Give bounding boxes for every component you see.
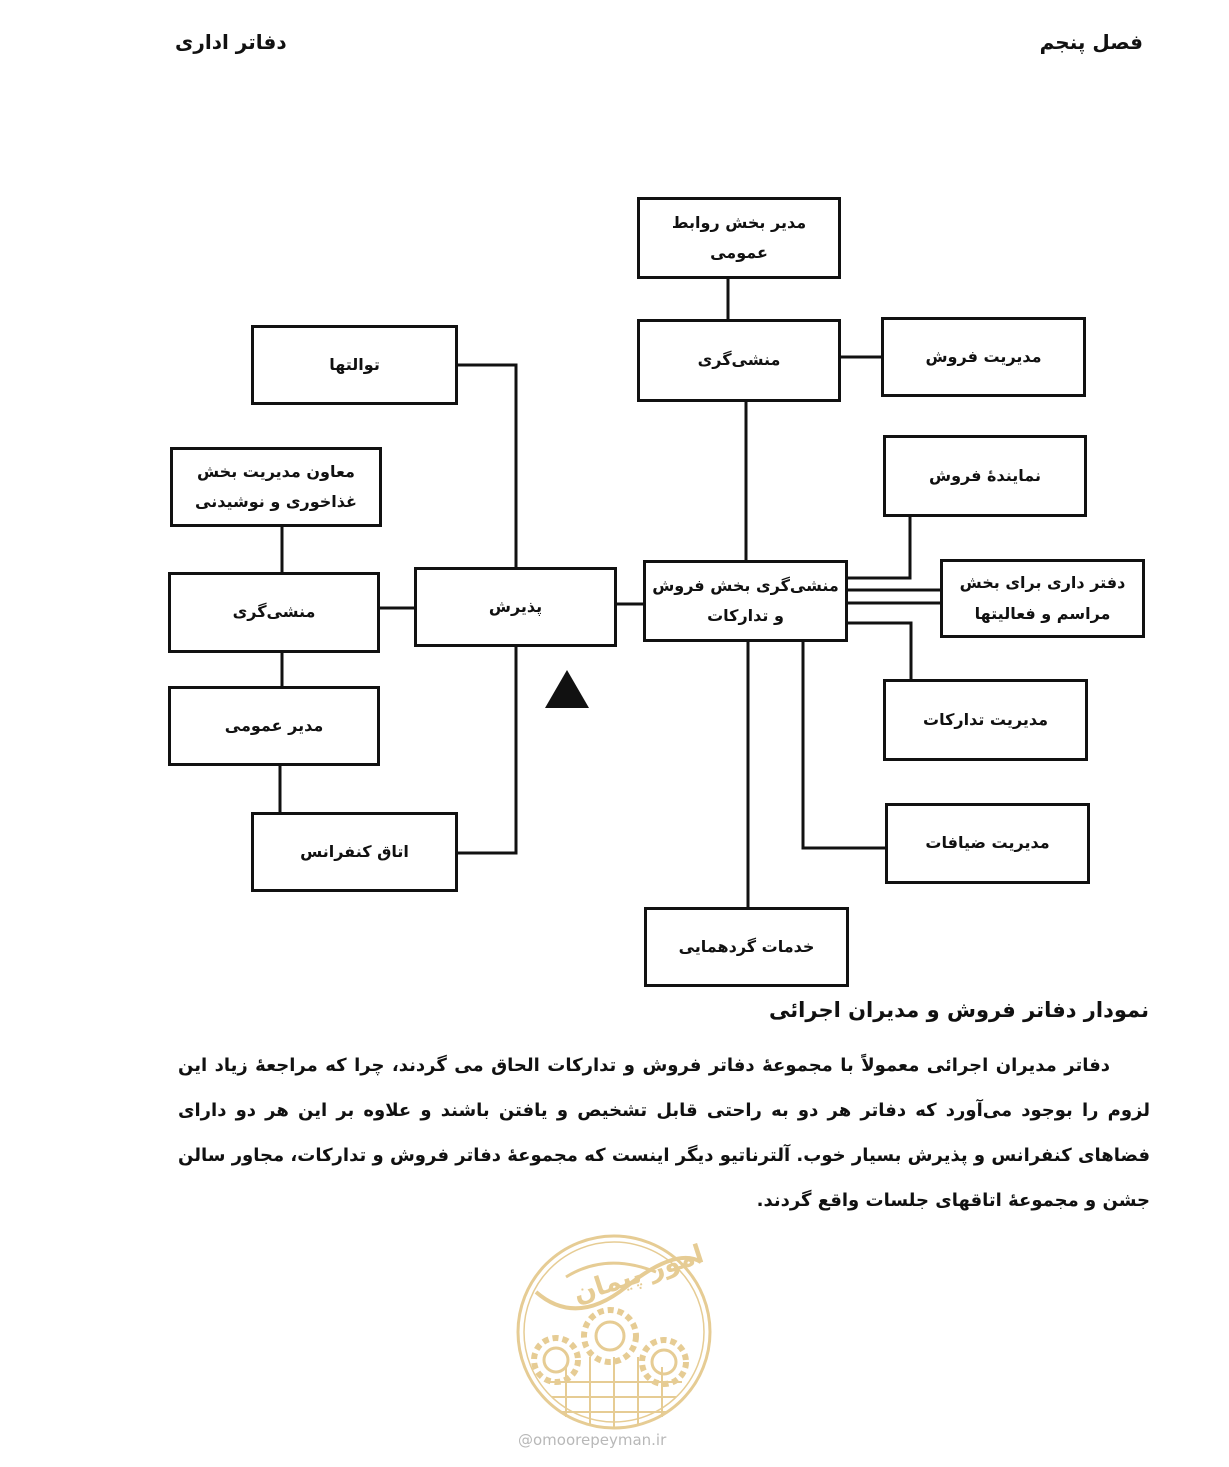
box-secretary-top: منشی‌گری — [637, 319, 841, 402]
box-secretary-left: منشی‌گری — [168, 572, 380, 653]
chapter-header: فصل پنجم — [1039, 30, 1143, 54]
box-hospitality-management: مدیریت ضیافات — [885, 803, 1090, 884]
box-convention-services: خدمات گردهمایی — [644, 907, 849, 987]
diagram-caption: نمودار دفاتر فروش و مدیران اجرائی — [769, 998, 1149, 1022]
box-sales-secretary: منشی‌گری بخش فروش و تدارکات — [643, 560, 848, 642]
box-reception: پذیرش — [414, 567, 617, 647]
box-sales-rep: نمایندهٔ فروش — [883, 435, 1087, 517]
body-paragraph: دفاتر مدیران اجرائی معمولاً با مجموعهٔ دفاتر فروش و تدارکات الحاق می گردند، چرا که مراجعهٔ زیاد این لزوم را بوجود می‌آورد که دفاتر هر دو به راحتی قابل تشخیص و یافتن باشند و علاوه بر این هر دو دارای فضاهای کنفرانس و پذیرش بسیار خوب. آلترناتیو دیگر اینست که مجموعهٔ دفاتر فروش و تدارکات، مجاور سالن جشن و مجموعهٔ اتاقهای جلسات واقع گردند. — [178, 1055, 1150, 1211]
box-general-manager: مدیر عمومی — [168, 686, 380, 766]
logo-seal-icon — [506, 1232, 722, 1432]
box-deputy-fnb: معاون مدیریت بخش غذاخوری و نوشیدنی — [170, 447, 382, 527]
watermark-text: @omoorepeyman.ir — [518, 1431, 667, 1449]
logo-script: امور پیمان — [569, 1239, 708, 1310]
north-arrow-triangle — [545, 670, 589, 708]
box-sales-management: مدیریت فروش — [881, 317, 1086, 397]
box-conference-room: اتاق کنفرانس — [251, 812, 458, 892]
box-procurement-management: مدیریت تدارکات — [883, 679, 1088, 761]
box-pr-manager: مدیر بخش روابط عمومی — [637, 197, 841, 279]
box-toilets: توالتها — [251, 325, 458, 405]
section-header: دفاتر اداری — [175, 30, 287, 54]
box-ceremony-office: دفتر داری برای بخش مراسم و فعالیتها — [940, 559, 1145, 638]
